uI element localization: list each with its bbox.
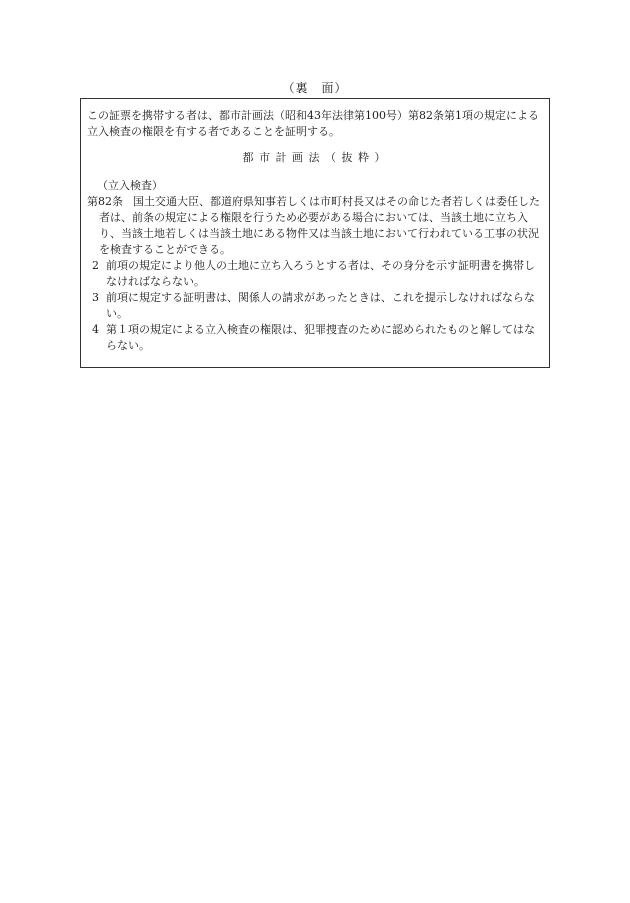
paragraph-number: 4 — [92, 323, 99, 336]
paragraph-text: 前項の規定により他人の土地に立ち入ろうとする者は、その身分を示す証明書を携帯しなければならない。 — [106, 259, 535, 288]
paragraph-number: 2 — [92, 259, 99, 272]
article-caption: （立入検査） — [97, 179, 163, 192]
paragraph-text: 前項に規定する証明書は、関係人の請求があったときは、これを提示しなければならない。 — [106, 291, 535, 320]
certificate-statement: この証票を携帯する者は、都市計画法（昭和43年法律第100号）第82条第1項の規定による立入検査の権限を有する者であることを証明する。 — [87, 109, 539, 138]
article-number: 第82条 — [87, 195, 123, 208]
article-82 — [87, 194, 542, 258]
certificate-frame — [80, 98, 550, 368]
law-title: 都 市 計 画 法 （ 抜 粋 ） — [242, 151, 387, 164]
paragraph-3 — [87, 290, 542, 322]
paragraph-2 — [87, 258, 542, 290]
paragraph-text: 第１項の規定による立入検査の権限は、犯罪捜査のために認められたものと解してはならない。 — [106, 323, 535, 352]
paragraph-number: 3 — [92, 291, 99, 304]
paragraph-4 — [87, 322, 542, 354]
back-side-label: （裏 面） — [282, 81, 348, 95]
article-text: 国土交通大臣、都道府県知事若しくは市町村長又はその命じた者若しくは委任した者は、前条の規定による権限を行うため必要がある場合においては、当該土地に立ち入り、当該土地若しくは当該土地にある物件又は当該土地において行われている工事の状況を検査することができる。 — [99, 195, 540, 256]
